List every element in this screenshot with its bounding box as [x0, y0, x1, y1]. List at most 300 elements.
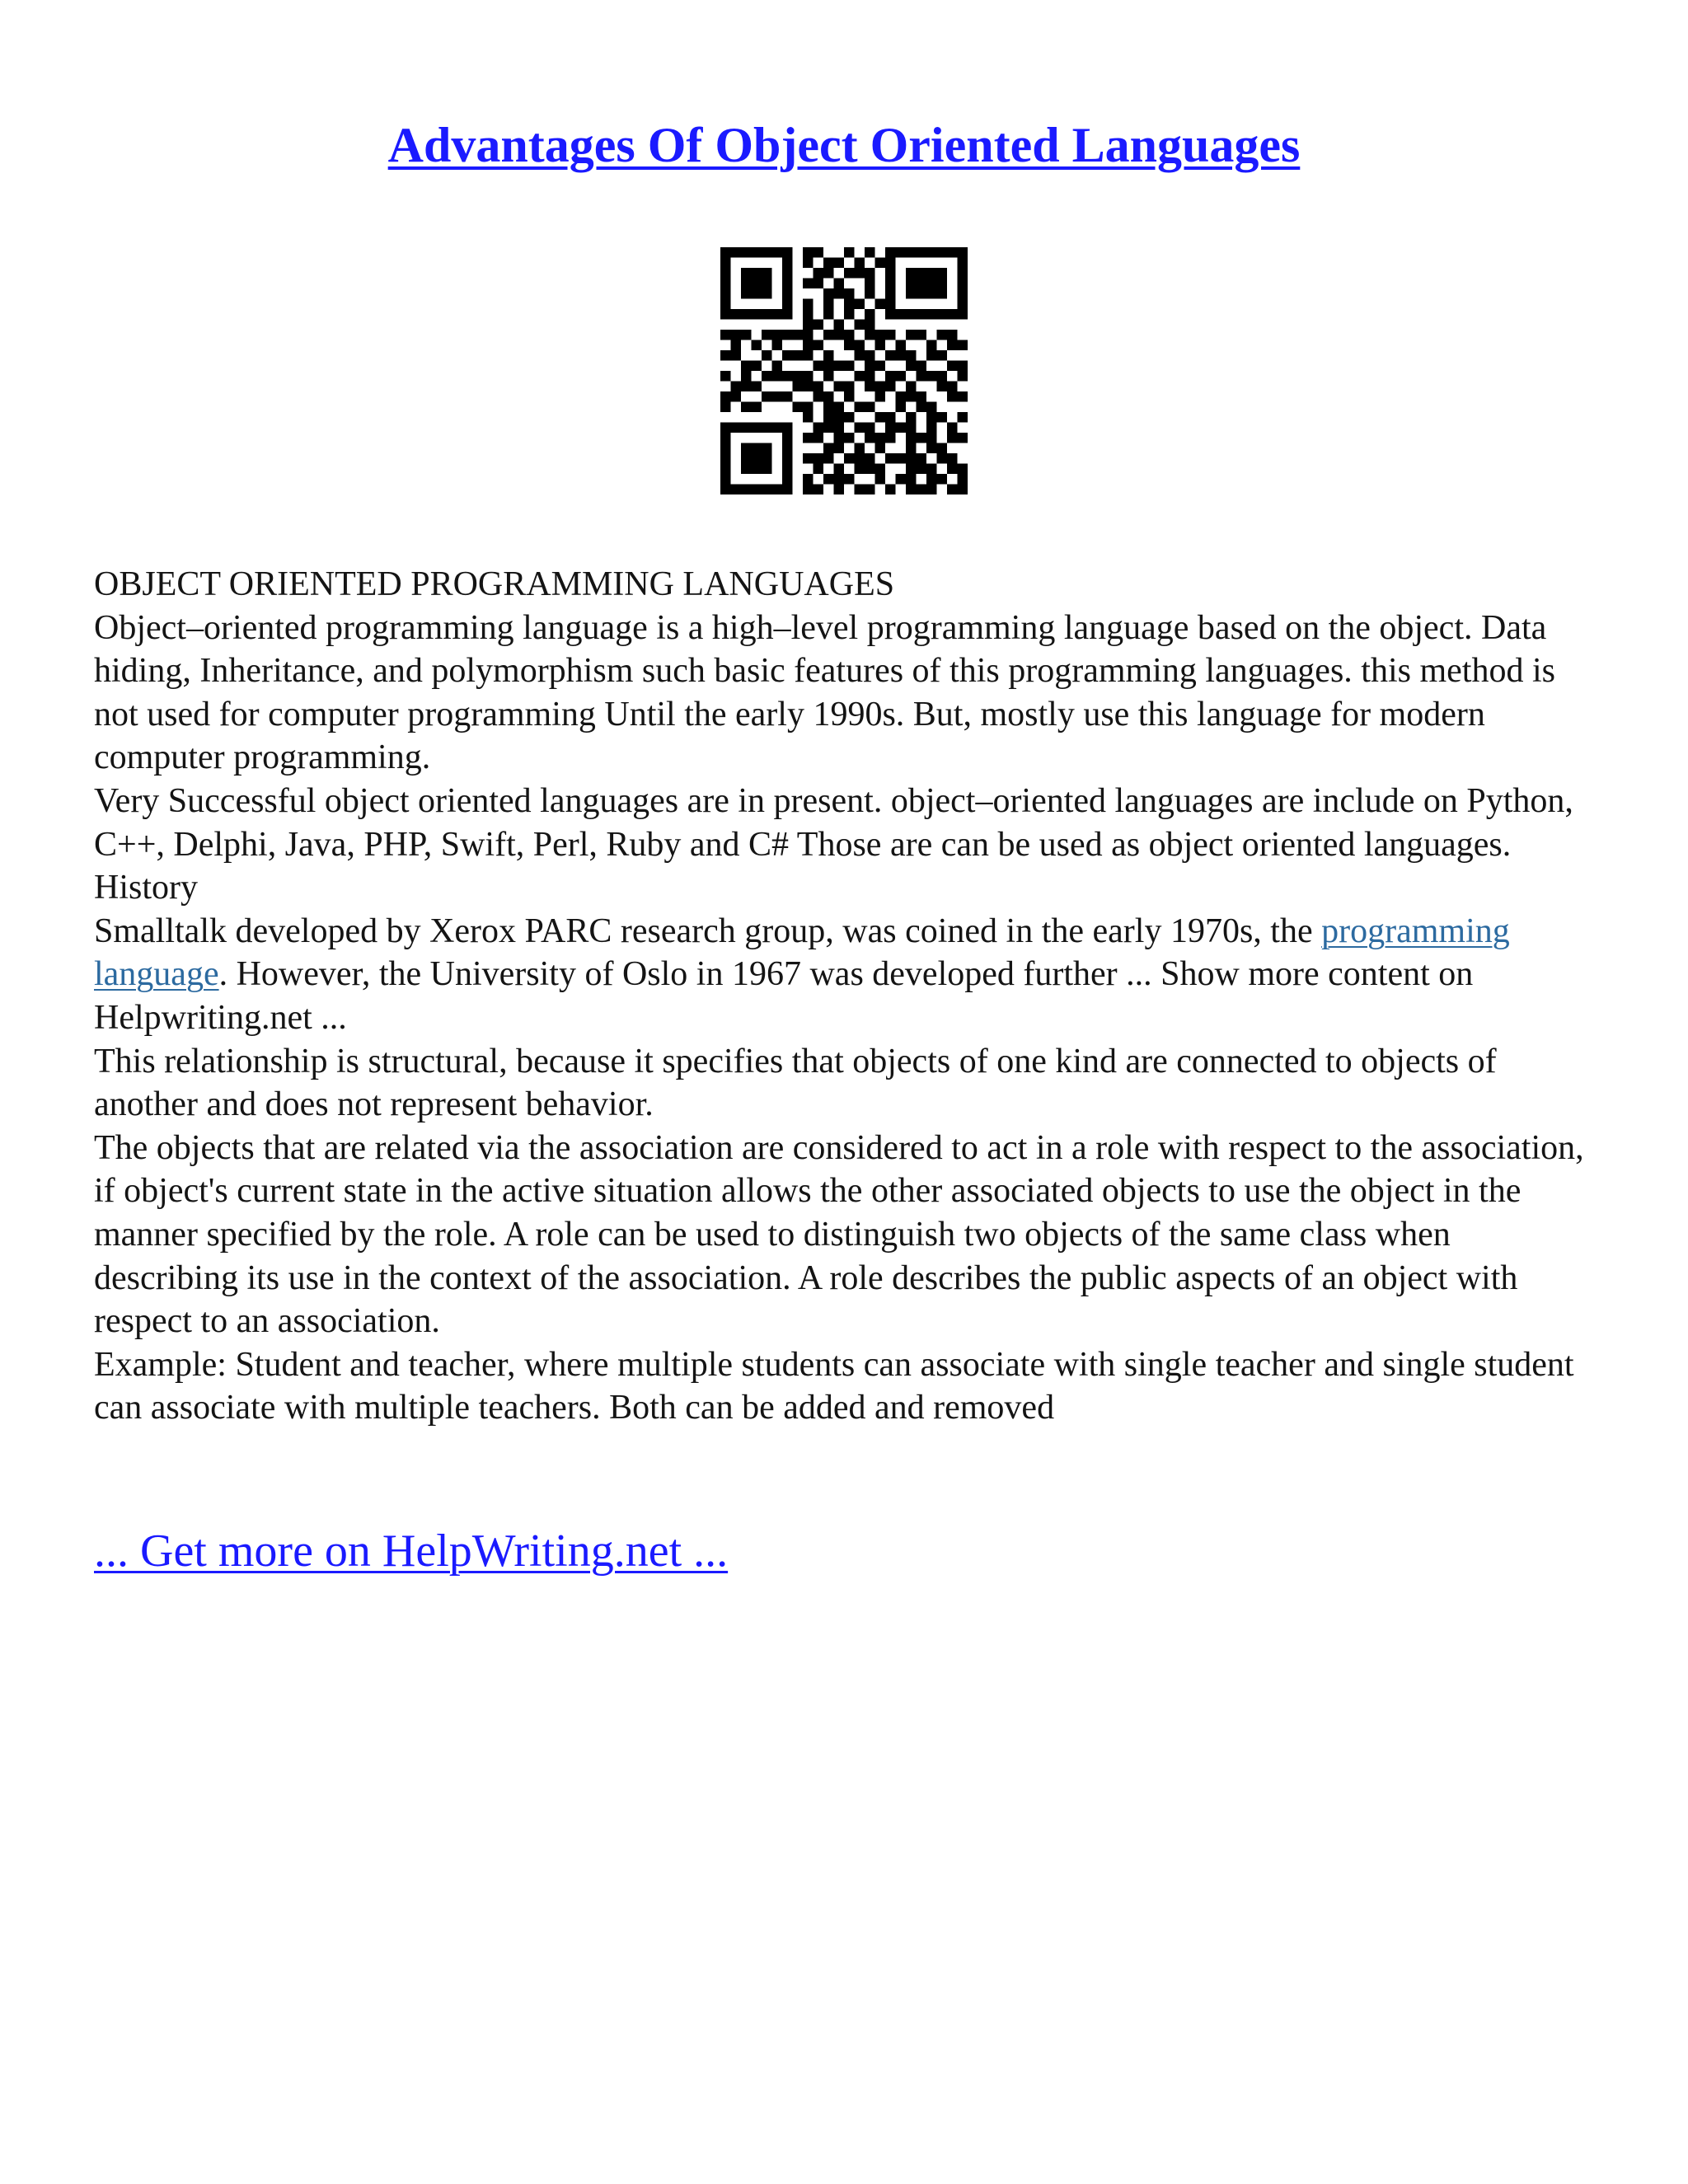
- qr-module: [937, 453, 948, 464]
- qr-module: [834, 464, 845, 475]
- qr-module: [958, 464, 968, 475]
- qr-module: [823, 443, 834, 454]
- qr-module: [896, 371, 907, 382]
- qr-module: [762, 453, 772, 464]
- qr-module: [844, 361, 855, 372]
- qr-module: [782, 279, 793, 289]
- qr-module: [752, 361, 762, 372]
- qr-module: [875, 258, 886, 269]
- qr-module: [834, 279, 845, 289]
- qr-module: [762, 247, 772, 258]
- qr-module: [782, 258, 793, 269]
- qr-module: [720, 443, 731, 454]
- paragraph-history: [94, 910, 1602, 1040]
- qr-module: [803, 453, 814, 464]
- qr-module: [814, 320, 824, 330]
- qr-module: [720, 453, 731, 464]
- paragraph-example: Example: Student and teacher, where multiple students can associate with single teacher and single student can associate with multiple teachers. Both can be added and removed: [94, 1345, 1574, 1427]
- qr-module: [834, 361, 845, 372]
- qr-module: [937, 288, 948, 299]
- qr-module: [720, 268, 731, 279]
- qr-module: [803, 340, 814, 351]
- qr-module: [875, 382, 886, 392]
- history-heading: History: [94, 869, 198, 907]
- qr-module: [896, 474, 907, 485]
- qr-module: [865, 485, 875, 495]
- qr-module: [752, 340, 762, 351]
- qr-module: [720, 464, 731, 475]
- qr-module: [823, 330, 834, 340]
- qr-module: [906, 391, 917, 402]
- section-heading: OBJECT ORIENTED PROGRAMMING LANGUAGES: [94, 565, 895, 603]
- qr-module: [958, 433, 968, 443]
- qr-module: [823, 391, 834, 402]
- qr-module: [803, 247, 814, 258]
- qr-module: [926, 485, 937, 495]
- qr-module: [958, 279, 968, 289]
- qr-module: [752, 309, 762, 320]
- qr-module: [865, 453, 875, 464]
- qr-module: [855, 371, 865, 382]
- qr-module: [752, 247, 762, 258]
- qr-module: [720, 330, 731, 340]
- qr-module: [814, 433, 824, 443]
- qr-module: [937, 443, 948, 454]
- qr-module: [917, 247, 927, 258]
- qr-module: [720, 371, 731, 382]
- qr-module: [741, 268, 752, 279]
- qr-module: [875, 433, 886, 443]
- get-more-link[interactable]: ... Get more on HelpWriting.net ...: [94, 1526, 729, 1577]
- qr-module: [834, 485, 845, 495]
- qr-module: [793, 382, 804, 392]
- qr-module: [844, 299, 855, 310]
- qr-module: [782, 299, 793, 310]
- qr-module: [958, 340, 968, 351]
- qr-module: [855, 320, 865, 330]
- qr-module: [906, 268, 917, 279]
- qr-module: [906, 247, 917, 258]
- qr-module: [762, 423, 772, 434]
- qr-module: [926, 412, 937, 423]
- qr-module: [823, 309, 834, 320]
- qr-module: [958, 474, 968, 485]
- qr-module: [823, 350, 834, 361]
- qr-module: [823, 371, 834, 382]
- qr-module: [885, 279, 896, 289]
- qr-module: [958, 412, 968, 423]
- qr-module: [855, 423, 865, 434]
- qr-module: [741, 443, 752, 454]
- qr-module: [865, 371, 875, 382]
- qr-module: [865, 268, 875, 279]
- qr-module: [947, 382, 958, 392]
- qr-module: [926, 309, 937, 320]
- qr-module: [782, 330, 793, 340]
- qr-module: [762, 485, 772, 495]
- qr-module: [752, 453, 762, 464]
- qr-module: [865, 279, 875, 289]
- qr-module: [885, 412, 896, 423]
- qr-module: [947, 485, 958, 495]
- qr-module: [731, 485, 742, 495]
- qr-module: [834, 402, 845, 413]
- qr-module: [823, 474, 834, 485]
- qr-module: [906, 423, 917, 434]
- qr-module: [803, 299, 814, 310]
- qr-module: [958, 258, 968, 269]
- qr-module: [865, 433, 875, 443]
- qr-module: [823, 258, 834, 269]
- qr-module: [947, 247, 958, 258]
- qr-module: [814, 340, 824, 351]
- qr-module: [752, 279, 762, 289]
- qr-module: [875, 340, 886, 351]
- qr-module: [720, 350, 731, 361]
- qr-module: [803, 474, 814, 485]
- qr-module: [762, 464, 772, 475]
- qr-module: [823, 268, 834, 279]
- qr-module: [844, 247, 855, 258]
- qr-module: [762, 330, 772, 340]
- qr-module: [896, 391, 907, 402]
- qr-module: [885, 247, 896, 258]
- qr-module: [772, 391, 783, 402]
- qr-module: [731, 391, 742, 402]
- qr-module: [752, 423, 762, 434]
- qr-module: [782, 268, 793, 279]
- qr-module: [885, 433, 896, 443]
- qr-module: [834, 288, 845, 299]
- qr-module: [762, 288, 772, 299]
- qr-code-icon: [720, 247, 968, 494]
- qr-module: [896, 340, 907, 351]
- qr-module: [844, 453, 855, 464]
- qr-module: [741, 464, 752, 475]
- qr-module: [772, 485, 783, 495]
- qr-module: [793, 371, 804, 382]
- qr-module: [926, 350, 937, 361]
- qr-module: [834, 412, 845, 423]
- qr-module: [855, 485, 865, 495]
- qr-module: [823, 402, 834, 413]
- qr-module: [731, 423, 742, 434]
- qr-module: [844, 309, 855, 320]
- qr-module: [917, 361, 927, 372]
- qr-module: [896, 453, 907, 464]
- qr-module: [772, 371, 783, 382]
- qr-module: [865, 247, 875, 258]
- qr-module: [875, 330, 886, 340]
- qr-module: [762, 391, 772, 402]
- qr-module: [885, 309, 896, 320]
- qr-module: [906, 453, 917, 464]
- qr-module: [906, 350, 917, 361]
- qr-module: [958, 485, 968, 495]
- qr-module: [752, 485, 762, 495]
- qr-module: [782, 309, 793, 320]
- qr-module: [926, 443, 937, 454]
- qr-module: [741, 288, 752, 299]
- qr-module: [865, 464, 875, 475]
- qr-module: [926, 340, 937, 351]
- qr-module: [844, 433, 855, 443]
- qr-module: [772, 247, 783, 258]
- qr-module: [926, 423, 937, 434]
- qr-module: [947, 464, 958, 475]
- qr-module: [958, 268, 968, 279]
- qr-module: [782, 443, 793, 454]
- qr-module: [762, 371, 772, 382]
- qr-module: [823, 412, 834, 423]
- qr-module: [741, 361, 752, 372]
- qr-module: [834, 443, 845, 454]
- qr-module: [906, 382, 917, 392]
- qr-module: [937, 371, 948, 382]
- qr-module: [906, 361, 917, 372]
- history-text-after: . However, the University of Oslo in 1967 was developed further ... Show more content on Helpwriting.net ...: [94, 955, 1474, 1037]
- qr-module: [937, 474, 948, 485]
- article-body: [94, 563, 1602, 1430]
- qr-module: [926, 279, 937, 289]
- qr-module: [844, 340, 855, 351]
- qr-module: [855, 268, 865, 279]
- qr-module: [741, 453, 752, 464]
- qr-module: [885, 299, 896, 310]
- qr-module: [926, 268, 937, 279]
- qr-module: [720, 309, 731, 320]
- qr-module: [731, 340, 742, 351]
- qr-module: [926, 371, 937, 382]
- qr-module: [875, 299, 886, 310]
- qr-module: [814, 485, 824, 495]
- qr-module: [917, 330, 927, 340]
- qr-module: [782, 288, 793, 299]
- qr-module: [834, 433, 845, 443]
- qr-module: [814, 391, 824, 402]
- qr-module: [782, 423, 793, 434]
- qr-module: [885, 453, 896, 464]
- qr-module: [762, 350, 772, 361]
- qr-module: [823, 423, 834, 434]
- qr-module: [865, 309, 875, 320]
- paragraph-roles: The objects that are related via the association are considered to act in a role with respect to the association, if object's current state in the active situation allows the other associated objects to use the object in the manner specified by the role. A role can be used to distinguish two objects of the same class when describing its use in the context of the association. A role describes the public aspects of an object with respect to an association.: [94, 1128, 1584, 1341]
- history-text-before: Smalltalk developed by Xerox PARC research group, was coined in the early 1970s, the: [94, 912, 1322, 950]
- qr-module: [793, 330, 804, 340]
- qr-module: [947, 330, 958, 340]
- qr-module: [803, 371, 814, 382]
- qr-module: [803, 320, 814, 330]
- qr-module: [741, 330, 752, 340]
- qr-module: [937, 309, 948, 320]
- qr-module: [885, 423, 896, 434]
- qr-module: [926, 433, 937, 443]
- qr-module: [823, 299, 834, 310]
- qr-module: [814, 453, 824, 464]
- qr-module: [958, 391, 968, 402]
- qr-module: [834, 382, 845, 392]
- qr-module: [720, 423, 731, 434]
- qr-module: [762, 309, 772, 320]
- qr-module: [937, 247, 948, 258]
- qr-module: [834, 474, 845, 485]
- qr-module: [782, 433, 793, 443]
- qr-module: [926, 402, 937, 413]
- qr-module: [906, 279, 917, 289]
- qr-module: [906, 443, 917, 454]
- qr-module: [885, 330, 896, 340]
- qr-module: [917, 464, 927, 475]
- qr-module: [865, 402, 875, 413]
- qr-module: [834, 320, 845, 330]
- qr-module: [782, 485, 793, 495]
- programming-language-link[interactable]: programming language: [94, 912, 1510, 994]
- qr-module: [937, 268, 948, 279]
- qr-module: [896, 402, 907, 413]
- qr-module: [917, 268, 927, 279]
- qr-module: [814, 279, 824, 289]
- qr-module: [823, 453, 834, 464]
- qr-module: [814, 382, 824, 392]
- qr-module: [844, 288, 855, 299]
- qr-module: [782, 371, 793, 382]
- qr-module: [741, 371, 752, 382]
- qr-module: [855, 258, 865, 269]
- qr-module: [762, 443, 772, 454]
- qr-module: [896, 309, 907, 320]
- qr-module: [741, 247, 752, 258]
- qr-module: [844, 412, 855, 423]
- qr-module: [762, 279, 772, 289]
- qr-module: [834, 423, 845, 434]
- qr-module: [926, 288, 937, 299]
- qr-module: [937, 330, 948, 340]
- qr-module: [803, 309, 814, 320]
- qr-module: [865, 423, 875, 434]
- qr-module: [782, 453, 793, 464]
- qr-module: [855, 340, 865, 351]
- qr-module: [917, 309, 927, 320]
- qr-module: [731, 330, 742, 340]
- qr-module: [906, 412, 917, 423]
- qr-module: [844, 330, 855, 340]
- qr-module: [844, 391, 855, 402]
- qr-module: [834, 330, 845, 340]
- qr-module: [844, 268, 855, 279]
- qr-module: [782, 464, 793, 475]
- qr-module: [865, 350, 875, 361]
- qr-module: [741, 309, 752, 320]
- paragraph-languages: Very Successful object oriented languages are in present. object–oriented languages are include on Python, C++, Delphi, Java, PHP, Swift, Perl, Ruby and C# Those are can be used as object oriented languages.: [94, 781, 1573, 864]
- qr-module: [958, 247, 968, 258]
- qr-module: [752, 382, 762, 392]
- qr-module: [875, 443, 886, 454]
- qr-module: [947, 361, 958, 372]
- qr-module: [814, 361, 824, 372]
- qr-module: [741, 382, 752, 392]
- qr-module: [720, 485, 731, 495]
- qr-module: [885, 371, 896, 382]
- qr-module: [947, 309, 958, 320]
- qr-module: [906, 485, 917, 495]
- qr-module: [823, 361, 834, 372]
- qr-module: [947, 423, 958, 434]
- qr-module: [793, 350, 804, 361]
- qr-module: [885, 350, 896, 361]
- qr-module: [731, 309, 742, 320]
- qr-module: [752, 402, 762, 413]
- qr-module: [947, 433, 958, 443]
- qr-module: [720, 279, 731, 289]
- qr-module: [947, 391, 958, 402]
- qr-module: [937, 412, 948, 423]
- qr-module: [752, 443, 762, 454]
- qr-module: [896, 247, 907, 258]
- qr-module: [752, 268, 762, 279]
- qr-module: [917, 433, 927, 443]
- qr-module: [917, 371, 927, 382]
- qr-module: [720, 391, 731, 402]
- qr-module: [803, 382, 814, 392]
- qr-module: [803, 279, 814, 289]
- qr-module: [875, 474, 886, 485]
- qr-module: [865, 330, 875, 340]
- qr-module: [814, 268, 824, 279]
- qr-module: [772, 340, 783, 351]
- qr-module: [917, 279, 927, 289]
- qr-module: [731, 350, 742, 361]
- qr-module: [875, 412, 886, 423]
- paragraph-relationship: This relationship is structural, because it specifies that objects of one kind are connected to objects of another and does not represent behavior.: [94, 1042, 1497, 1124]
- qr-module: [844, 382, 855, 392]
- qr-module: [855, 402, 865, 413]
- qr-module: [958, 371, 968, 382]
- qr-module: [741, 279, 752, 289]
- qr-module: [762, 268, 772, 279]
- qr-module: [917, 391, 927, 402]
- qr-module: [885, 382, 896, 392]
- qr-module: [782, 474, 793, 485]
- qr-module: [958, 309, 968, 320]
- qr-module: [720, 474, 731, 485]
- qr-module: [906, 330, 917, 340]
- qr-module: [855, 350, 865, 361]
- page-title: [0, 115, 1688, 175]
- qr-module: [906, 309, 917, 320]
- qr-module: [855, 464, 865, 475]
- title-link[interactable]: Advantages Of Object Oriented Languages: [387, 118, 1301, 172]
- qr-module: [926, 247, 937, 258]
- qr-module: [958, 299, 968, 310]
- qr-module: [926, 464, 937, 475]
- qr-module: [731, 382, 742, 392]
- qr-module: [937, 382, 948, 392]
- qr-module: [741, 485, 752, 495]
- qr-module: [917, 402, 927, 413]
- qr-module: [958, 361, 968, 372]
- qr-module: [875, 464, 886, 475]
- qr-module: [917, 485, 927, 495]
- qr-module: [814, 423, 824, 434]
- qr-module: [782, 391, 793, 402]
- qr-module: [947, 453, 958, 464]
- qr-module: [865, 320, 875, 330]
- qr-module: [772, 330, 783, 340]
- qr-module: [793, 402, 804, 413]
- qr-module: [814, 464, 824, 475]
- qr-module: [720, 288, 731, 299]
- qr-module: [896, 350, 907, 361]
